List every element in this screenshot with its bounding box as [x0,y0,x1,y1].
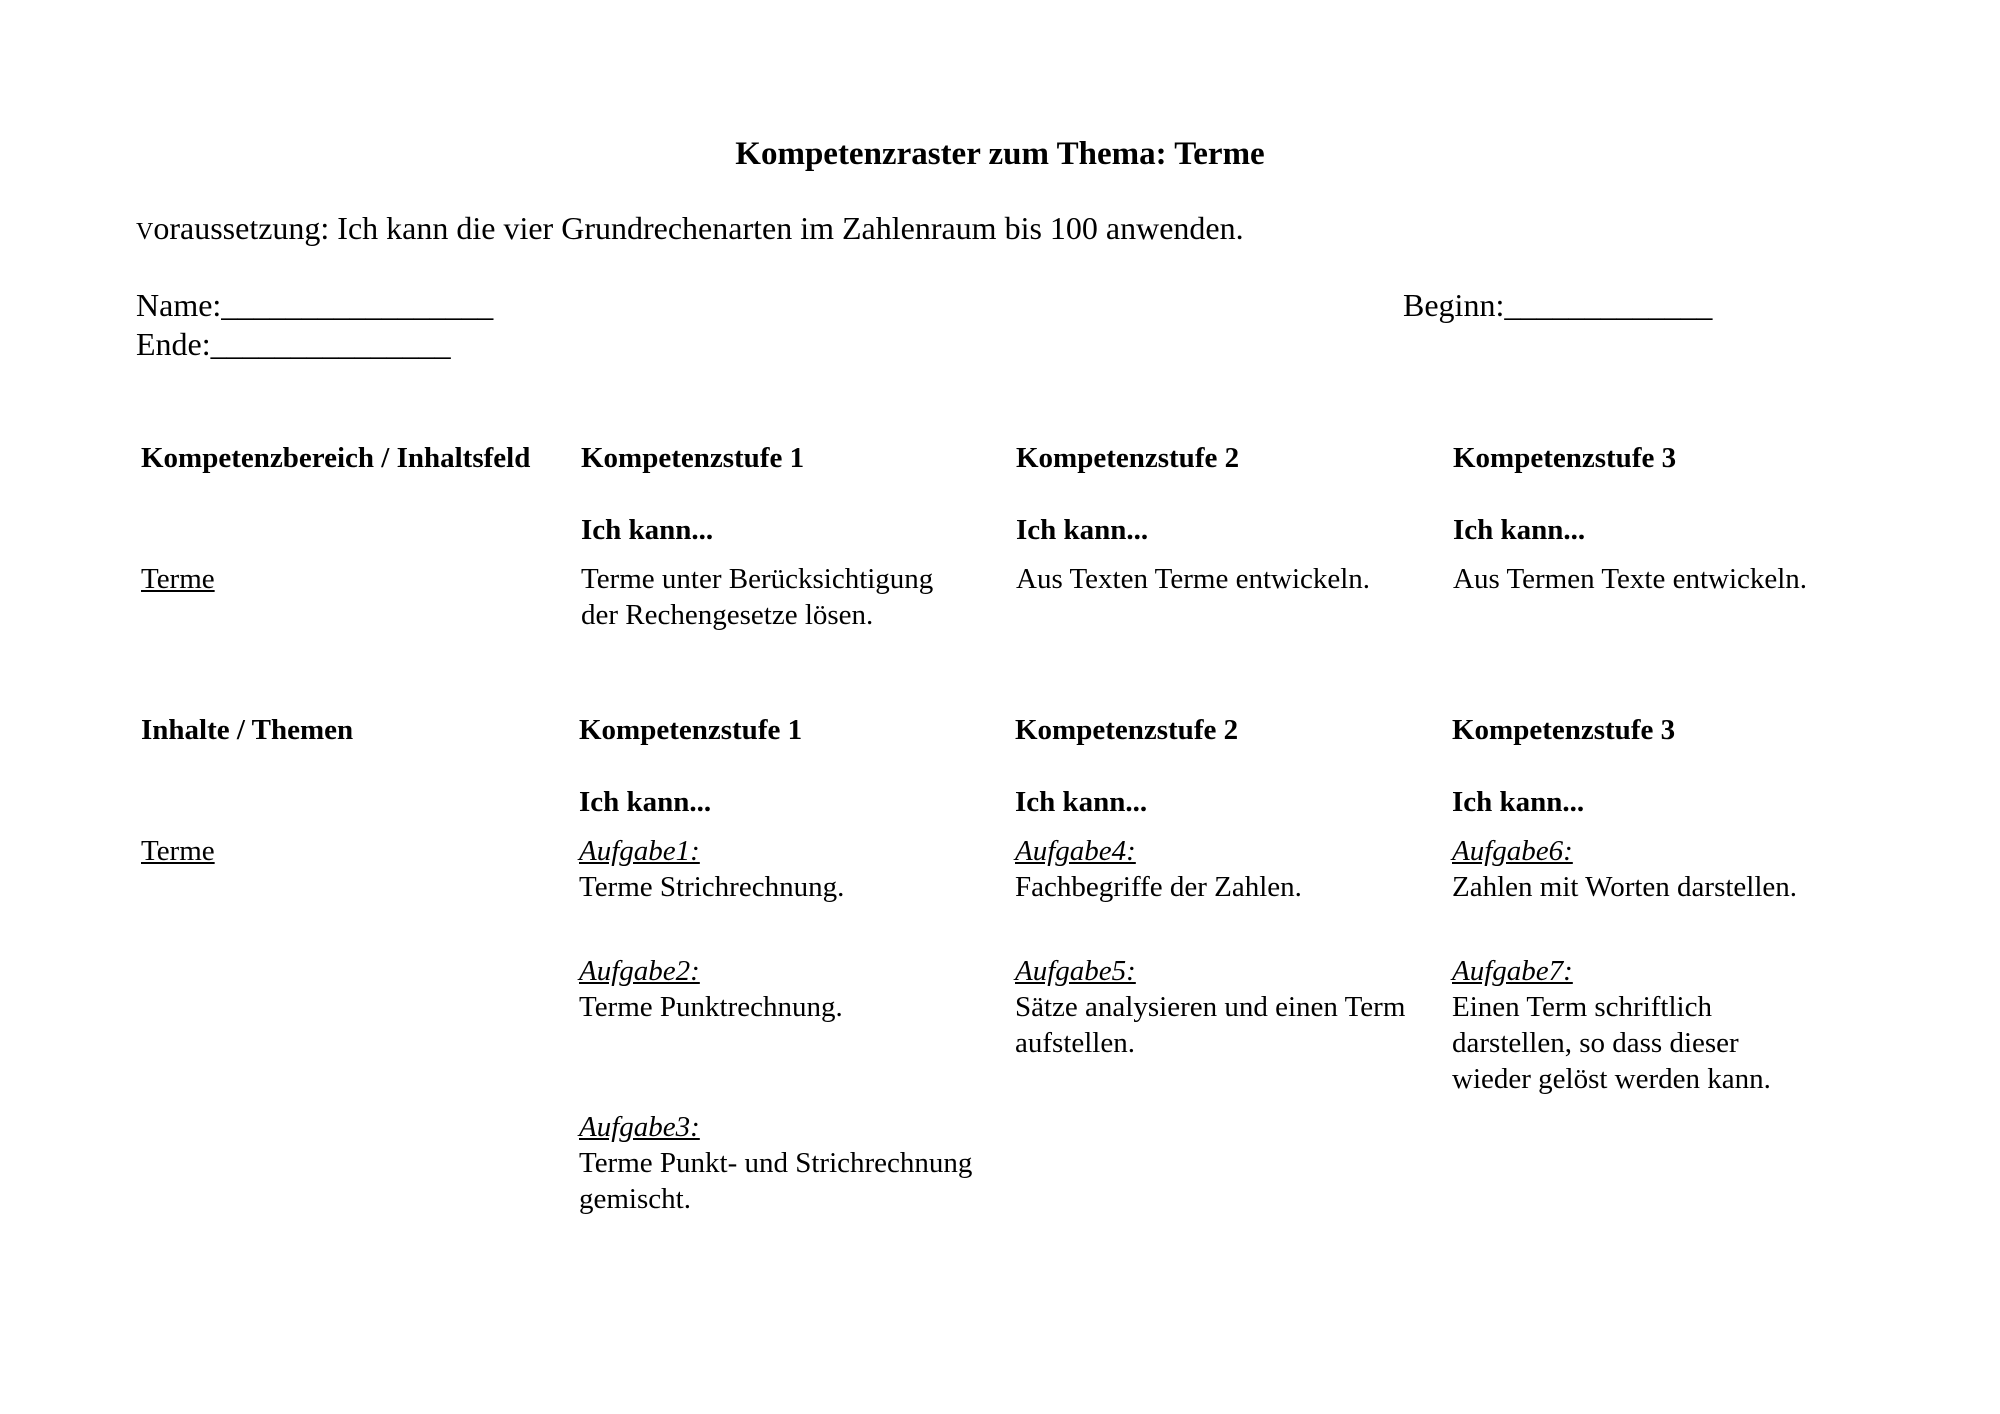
task-text: Terme Punktrechnung. [579,991,843,1023]
task-label: Aufgabe2: [579,955,700,987]
task-item [1452,833,1872,905]
name-field: Name:_________________ [136,287,494,323]
subheader-level-1: Ich kann... [581,514,714,546]
task-text: Zahlen mit Worten darstellen. [1452,871,1798,903]
header-level-1: Kompetenzstufe 1 [579,714,803,746]
header-level-3: Kompetenzstufe 3 [1453,442,1677,474]
ende-field: Ende:_______________ [136,326,451,362]
subheader-level-2: Ich kann... [1015,786,1148,818]
task-label: Aufgabe5: [1015,955,1136,987]
cell-level-2: Aus Texten Terme entwickeln. [1016,563,1371,595]
task-text: Sätze analysieren und einen Term aufstellen. [1015,991,1406,1059]
prerequisite-text: oraussetzung: Ich kann die vier Grundrechenarten im Zahlenraum bis 100 anwenden. [153,210,1244,246]
subheader-level-3: Ich kann... [1453,514,1586,546]
row-label-terme: Terme [141,835,215,867]
header-competence-area: Kompetenzbereich / Inhaltsfeld [141,442,531,474]
task-item [1015,953,1445,1061]
document-title: Kompetenzraster zum Thema: Terme [735,136,1265,172]
subheader-level-1: Ich kann... [579,786,712,818]
header-level-3: Kompetenzstufe 3 [1452,714,1676,746]
task-text: Terme Punkt- und Strichrechnung gemischt. [579,1147,973,1215]
task-item [579,953,1009,1025]
subheader-level-2: Ich kann... [1016,514,1149,546]
task-text: Einen Term schriftlich darstellen, so dass dieser wieder gelöst werden kann. [1452,991,1771,1095]
task-label: Aufgabe6: [1452,835,1573,867]
task-label: Aufgabe1: [579,835,700,867]
task-item [1015,833,1445,905]
task-label: Aufgabe7: [1452,955,1573,987]
row-label-terme: Terme [141,563,215,595]
subheader-level-3: Ich kann... [1452,786,1585,818]
task-text: Terme Strichrechnung. [579,871,845,903]
header-content-topics: Inhalte / Themen [141,714,354,746]
header-level-2: Kompetenzstufe 2 [1015,714,1239,746]
task-label: Aufgabe4: [1015,835,1136,867]
beginn-field: Beginn:_____________ [1403,287,1713,323]
task-item [1452,953,1812,1097]
prerequisite-first-letter: V [136,219,154,245]
cell-level-3: Aus Termen Texte entwickeln. [1453,563,1808,595]
task-label: Aufgabe3: [579,1111,700,1143]
header-level-2: Kompetenzstufe 2 [1016,442,1240,474]
prerequisite-line [136,210,1244,247]
cell-level-1: Terme unter Berücksichtigung der Rechengesetze lösen. [581,563,934,631]
header-level-1: Kompetenzstufe 1 [581,442,805,474]
task-item [579,833,1009,905]
task-text: Fachbegriffe der Zahlen. [1015,871,1302,903]
task-item [579,1109,1009,1217]
